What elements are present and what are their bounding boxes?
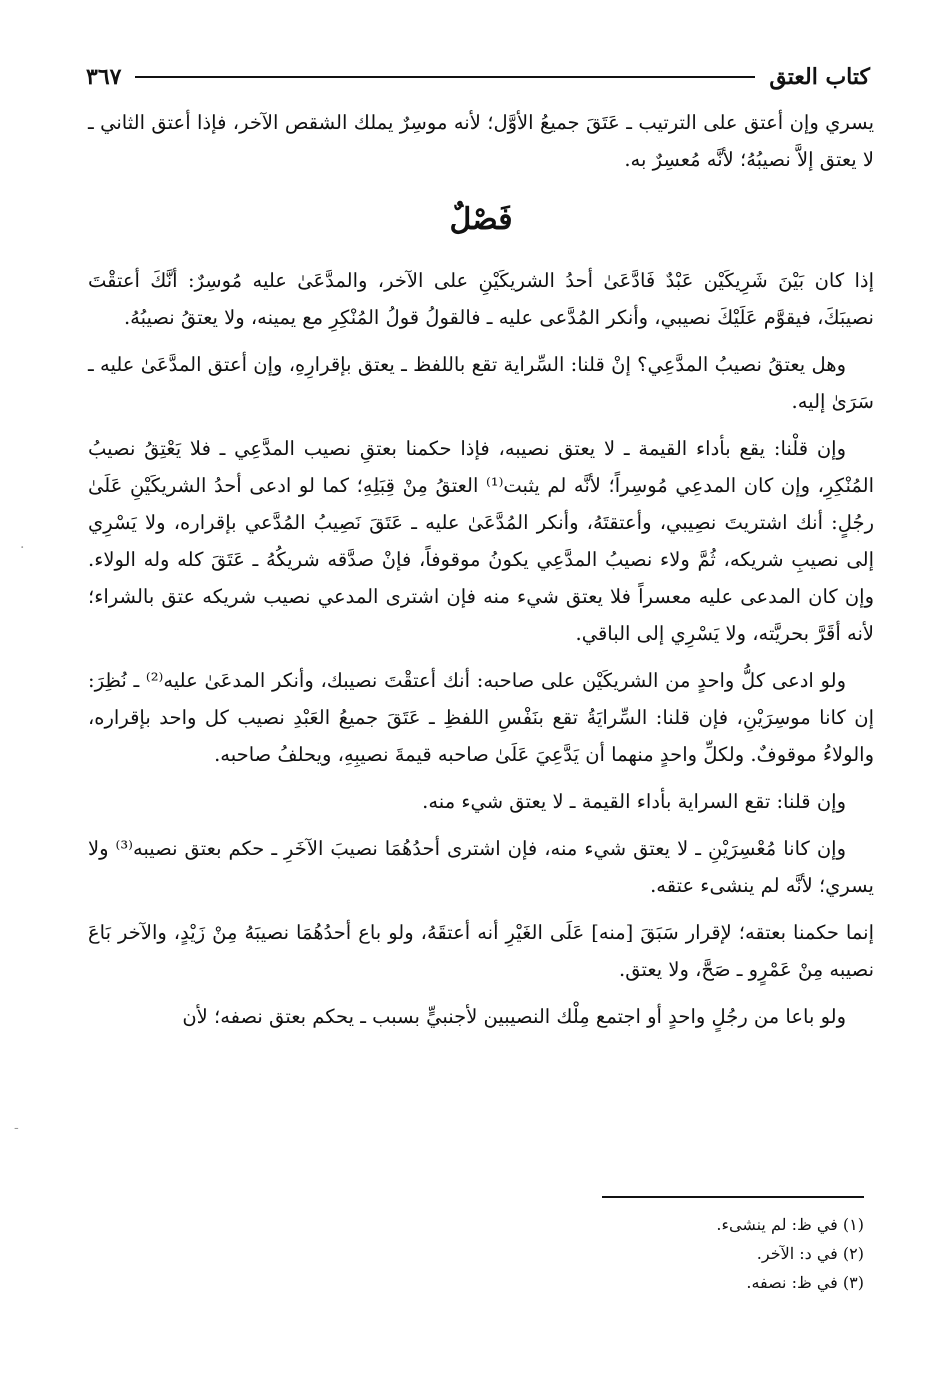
footnote: (١) في ظ: لم ينشىء. — [716, 1215, 864, 1234]
section-title: فَصْلٌ — [449, 202, 513, 237]
running-title: كتاب العتق — [769, 64, 870, 90]
paragraph: وهل يعتقُ نصيبُ المدَّعِي؟ إنْ قلنا: السِّراية تقع باللفظ ـ يعتق بإقرارِهِ، وإن أعتق المدَّعَىٰ عليه ـ سَرَىٰ إليه. — [88, 353, 874, 413]
paragraph: وإن قلنا: تقع السراية بأداء القيمة ـ لا يعتق شيء منه. — [422, 790, 846, 813]
paragraph: ولو ادعى كلُّ واحدٍ من الشريكَيْن على صاحبه: أنك أعتقْتَ نصيبك، وأنكر المدعَىٰ عليه⁽²⁾ ـ نُظِرَ: إن كانا موسِرَيْنِ، فإن قلنا: السِّرايَةُ تقع بنَفْسِ اللفظِ ـ عَتَقَ جميعُ العَبْدِ نصيب كل واحد بإقراره، والولاءُ موقوفٌ. ولكلِّ واحدٍ منهما أن يَدَّعِيَ عَلَىٰ صاحبه قيمةَ نصيبِهِ، ويحلفُ صاحبه. — [88, 669, 874, 766]
paragraph: وإن كانا مُعْسِرَيْنِ ـ لا يعتق شيء منه، فإن اشترى أحدُهُمَا نصيبَ الآخَرِ ـ حكم بعتق نصيبه⁽³⁾ ولا يسري؛ لأنَّه لم ينشىء عتقه. — [88, 837, 874, 897]
paragraph: ولو باعا من رجُلٍ واحدٍ أو اجتمع مِلْك النصيبين لأجنبيٍّ بسبب ـ يحكم بعتق نصفه؛ لأن — [182, 1005, 846, 1028]
header-rule — [135, 76, 755, 78]
scan-speck: - — [14, 1120, 19, 1136]
page-header — [86, 60, 870, 94]
continuation-paragraph: يسري وإن أعتق على الترتيب ـ عَتَقَ جميعُ الأوَّل؛ لأنه موسِرٌ يملك الشقص الآخر، فإذا أعتق الثاني ـ لا يعتق إلاَّ نصيبُهُ؛ لأنَّه مُعسِرٌ به. — [88, 111, 874, 171]
paragraph: إنما حكمنا بعتقه؛ لإقرار سَبَقَ [منه] عَلَى الغَيْرِ أنه أعتقَهُ، ولو باع أحدُهُمَا نصيبَهُ مِنْ زَيْدٍ، والآخر بَاعَ نصيبه مِنْ عَمْرٍو ـ صَحَّ، ولا يعتق. — [88, 921, 874, 981]
paragraph: وإن قلْنا: يقع بأداء القيمة ـ لا يعتق نصيبه، فإذا حكمنا بعتقِ نصيب المدَّعِي ـ فلا يَعْتِقُ نصيبُ المُنْكِرِ، وإن كان المدعِي مُوسِراً؛ لأنَّه لم يثبت⁽¹⁾ العتقُ مِنْ قِبَلِهِ؛ كما لو ادعى أحدُ الشريكَيْنِ عَلَىٰ رجُلٍ: أنك اشتريتَ نصِيبي، وأعتقتَهُ، وأنكر المُدَّعَىٰ عليه ـ عَتَقَ نَصِيبُ المُدَّعي بإقراره، ولا يَسْرِي إلى نصيبِ شريكه، ثُمَّ ولاء نصيبُ المدَّعِي يكونُ موقوفاً، فإنْ صدَّقه شريكُهُ ـ عَتَقَ كله وله الولاء. وإن كان المدعى عليه معسراً فلا يعتق شيء منه فإن اشترى المدعي نصيب شريكه عتق بالشراء؛ لأنه أقَرَّ بحريَّته، ولا يَسْرِي إلى الباقي. — [88, 437, 874, 645]
footnote: (٣) في ظ: نصفه. — [746, 1273, 864, 1292]
paragraph: إذا كان بَيْنَ شَرِيكَيْن عَبْدٌ فَادَّعَىٰ أحدُ الشريكَيْنِ على الآخر، والمدَّعَىٰ عليه مُوسِرٌ: أنَّكَ أعتقْتَ نصيبَكَ، فيقوَّم عَلَيْكَ نصيبي، وأنكر المُدَّعى عليه ـ فالقولُ قولُ المُنْكِرِ مع يمينه، ولا يعتقُ نصيبُهُ. — [88, 269, 874, 329]
footnote-rule — [602, 1196, 864, 1198]
page-number: ٣٦٧ — [86, 64, 122, 90]
main-text — [88, 104, 874, 1045]
scan-speck: · — [20, 540, 25, 556]
footnotes — [364, 1210, 864, 1297]
footnote: (٢) في د: الآخر. — [756, 1244, 864, 1263]
